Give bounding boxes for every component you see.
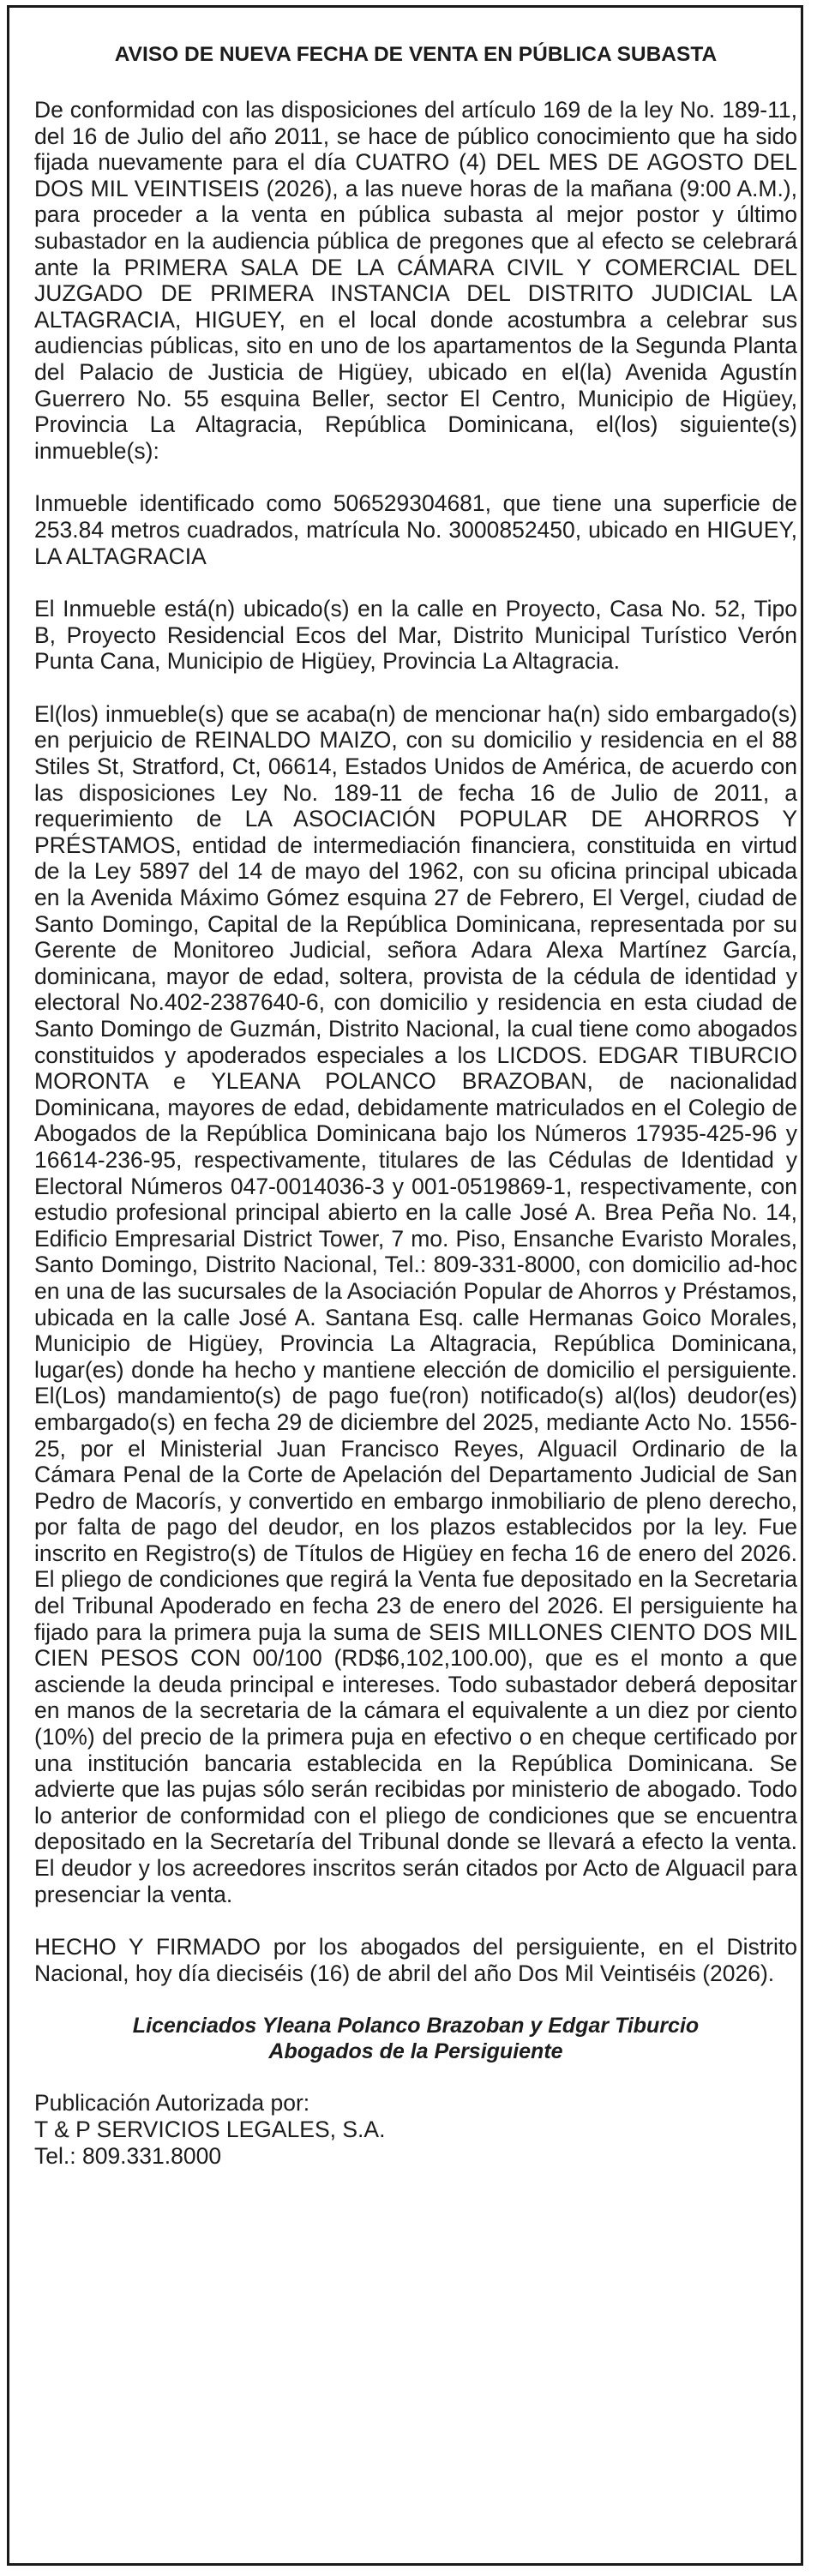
footer-authorized: Publicación Autorizada por: [34,2090,310,2117]
signature-role: Abogados de la Persiguiente [268,2039,563,2064]
notice-frame [7,5,803,2566]
notice-paragraph-location: El Inmueble está(n) ubicado(s) en la calle en Proyecto, Casa No. 52, Tipo B, Proyecto Residencial Ecos del Mar, Distrito Municipal Turístico Verón Punta Cana, Municipio de Higüey, Provincia La Altagracia. [34,596,797,675]
notice-paragraph-signed: HECHO Y FIRMADO por los abogados del persiguiente, en el Distrito Nacional, hoy día dieciséis (16) de abril del año Dos Mil Veintiséis (2026). [34,1934,797,1986]
notice-paragraph-seizure: El(los) inmueble(s) que se acaba(n) de mencionar ha(n) sido embargado(s) en perjuicio de REINALDO MAIZO, con su domicilio y residencia en el 88 Stiles St, Stratford, Ct, 06614, Estados Unidos de América, de acuerdo con las disposiciones Ley No. 189-11 de fecha 16 de Julio de 2011, a requerimiento de LA ASOCIACIÓN POPULAR DE AHORROS Y PRÉSTAMOS, entidad de intermediación financiera, constituida en virtud de la Ley 5897 del 14 de mayo del 1962, con su oficina principal ubicada en la Avenida Máximo Gómez esquina 27 de Febrero, El Vergel, ciudad de Santo Domingo, Capital de la República Dominicana, representada por su Gerente de Monitoreo Judicial, señora Adara Alexa Martínez García, dominicana, mayor de edad, soltera, provista de la cédula de identidad y electoral No.402-2387640-6, con domicilio y residencia en esta ciudad de Santo Domingo de Guzmán, Distrito Nacional, la cual tiene como abogados constituidos y apoderados especiales a los LICDOS. EDGAR TIBURCIO MORONTA e YLEANA POLANCO BRAZOBAN, de nacionalidad Dominicana, mayores de edad, debidamente matriculados en el Colegio de Abogados de la República Dominicana bajo los Números 17935-425-96 y 16614-236-95, respectivamente, titulares de las Cédulas de Identidad y Electoral Números 047-0014036-3 y 001-0519869-1, respectivamente, con estudio profesional principal abierto en la calle José A. Brea Peña No. 14, Edificio Empresarial District Tower, 7 mo. Piso, Ensanche Evaristo Morales, Santo Domingo, Distrito Nacional, Tel.: 809-331-8000, con domicilio ad-hoc en una de las sucursales de la Asociación Popular de Ahorros y Préstamos, ubicada en la calle José A. Santana Esq. calle Hermanas Goico Morales, Municipio de Higüey, Provincia La Altagracia, República Dominicana, lugar(es) donde ha hecho y mantiene elección de domicilio el persiguiente. El(Los) mandamiento(s) de pago fue(ron) notificado(s) al(los) deudor(es) embargado(s) en fecha 29 de diciembre del 2025, mediante Acto No. 1556-25, por el Ministerial Juan Francisco Reyes, Alguacil Ordinario de la Cámara Penal de la Corte de Apelación del Departamento Judicial de San Pedro de Macorís, y convertido en embargo inmobiliario de pleno derecho, por falta de pago del deudor, en los plazos establecidos por la ley. Fue inscrito en Registro(s) de Títulos de Higüey en fecha 16 de enero del 2026. El pliego de condiciones que regirá la Venta fue depositado en la Secretaria del Tribunal Apoderado en fecha 23 de enero del 2026. El persiguiente ha fijado para la primera puja la suma de SEIS MILLONES CIENTO DOS MIL CIEN PESOS CON 00/100 (RD$6,102,100.00), que es el monto a que asciende la deuda principal e intereses. Todo subastador deberá depositar en manos de la secretaria de la cámara el equivalente a un diez por ciento (10%) del precio de la primera puja en efectivo o en cheque certificado por una institución bancaria establecida en la República Dominicana. Se advierte que las pujas sólo serán recibidas por ministerio de abogado. Todo lo anterior de conformidad con el pliego de condiciones que se encuentra depositado en la Secretaría del Tribunal donde se llevará a efecto la venta. El deudor y los acreedores inscritos serán citados por Acto de Alguacil para presenciar la venta. [34,700,797,1907]
signature-block [34,2013,797,2064]
notice-paragraph-intro: De conformidad con las disposiciones del artículo 169 de la ley No. 189-11, del 16 de Julio del año 2011, se hace de público conocimiento que ha sido fijada nuevamente para el día CUATRO (4) DEL MES DE AGOSTO DEL DOS MIL VEINTISEIS (2026), a las nueve horas de la mañana (9:00 A.M.), para proceder a la venta en pública subasta al mejor postor y último subastador en la audiencia pública de pregones que al efecto se celebrará ante la PRIMERA SALA DE LA CÁMARA CIVIL Y COMERCIAL DEL JUZGADO DE PRIMERA INSTANCIA DEL DISTRITO JUDICIAL LA ALTAGRACIA, HIGUEY, en el local donde acostumbra a celebrar sus audiencias públicas, sito en uno de los apartamentos de la Segunda Planta del Palacio de Justicia de Higüey, ubicado en el(la) Avenida Agustín Guerrero No. 55 esquina Beller, sector El Centro, Municipio de Higüey, Provincia La Altagracia, República Dominicana, el(los) siguiente(s) inmueble(s): [34,97,797,464]
footer-phone: Tel.: 809.331.8000 [34,2142,222,2169]
footer-company: T & P SERVICIOS LEGALES, S.A. [34,2116,386,2142]
signature-names: Licenciados Yleana Polanco Brazoban y Edgar Tiburcio [132,2014,700,2039]
notice-paragraph-property: Inmueble identificado como 506529304681, que tiene una superficie de 253.84 metros cuadrados, matrícula No. 3000852450, ubicado en HIGUEY, LA ALTAGRACIA [34,490,797,569]
notice-content [34,42,797,2169]
publication-footer [34,2090,797,2169]
notice-title: AVISO DE NUEVA FECHA DE VENTA EN PÚBLICA SUBASTA [114,43,718,66]
